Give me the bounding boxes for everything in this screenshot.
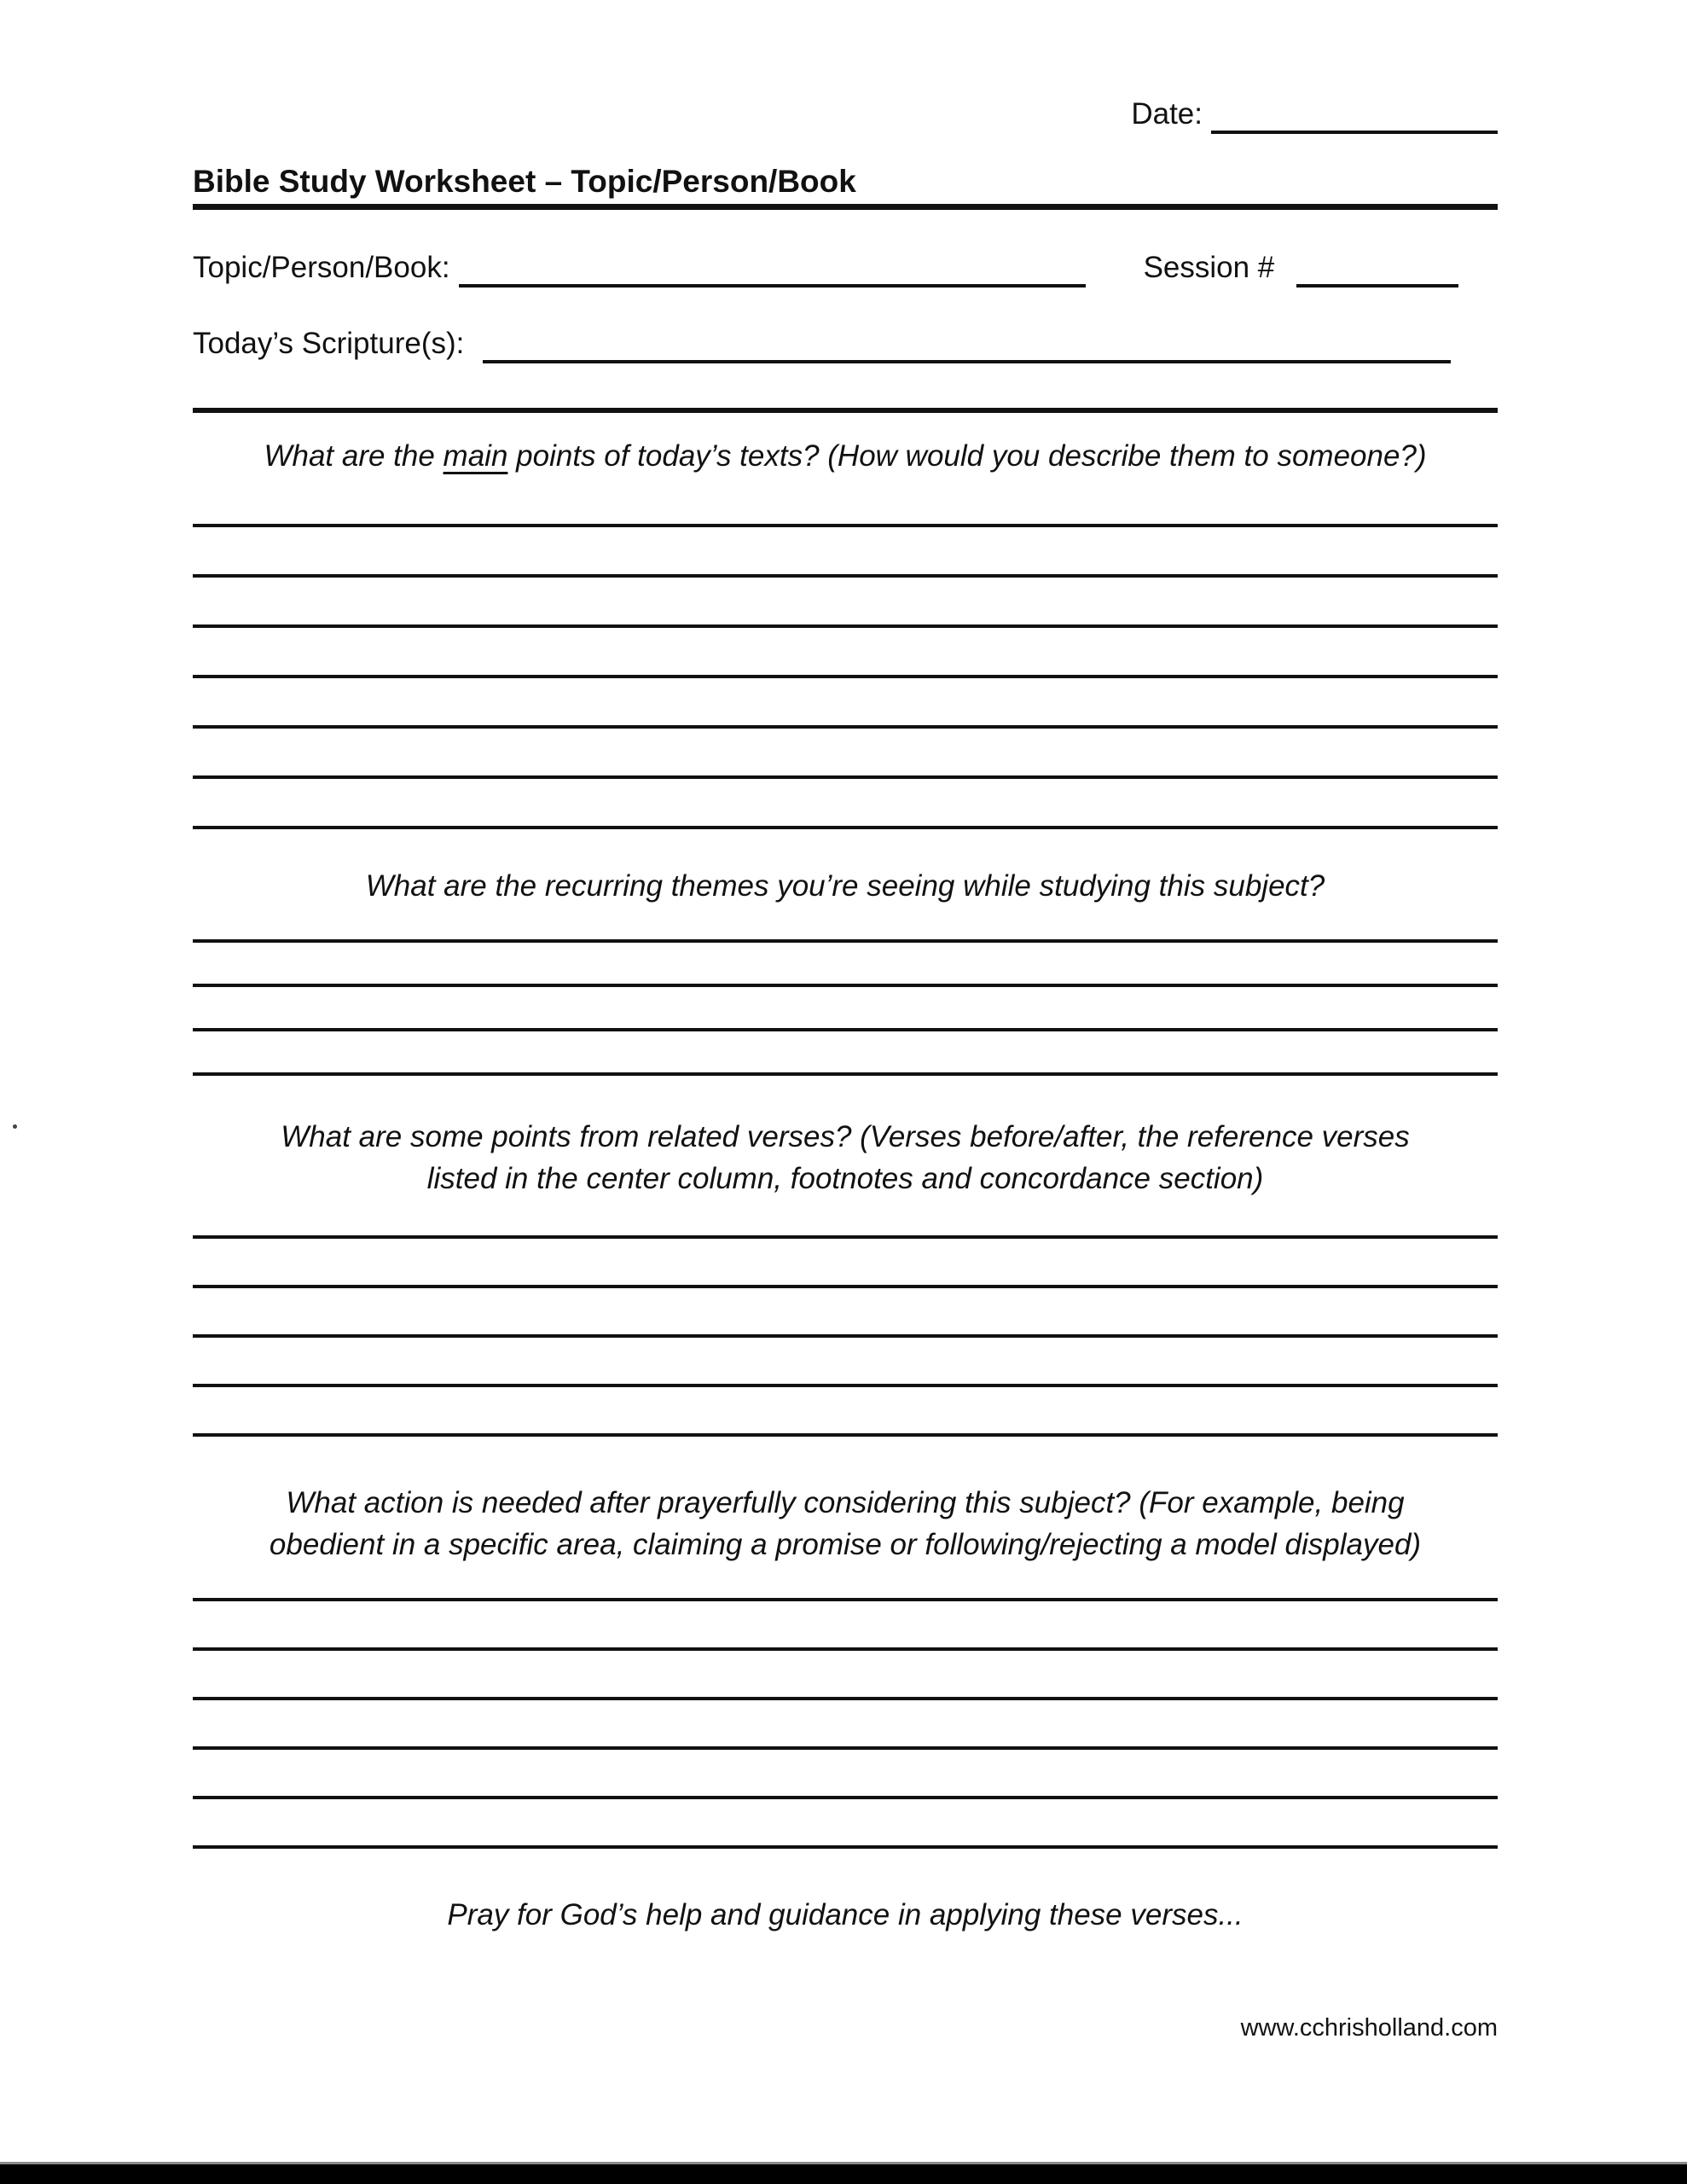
answer-write-in-line bbox=[193, 1387, 1498, 1437]
answer-write-in-line bbox=[193, 1288, 1498, 1338]
question-main-points bbox=[193, 435, 1498, 477]
question-related-verses bbox=[193, 1116, 1498, 1199]
question-line-1: What action is needed after prayerfully considering this subject? (For example, being bbox=[286, 1486, 1405, 1519]
question-emphasized-word: main bbox=[443, 439, 508, 473]
section-divider-rule bbox=[193, 408, 1498, 413]
answer-write-in-line bbox=[193, 578, 1498, 628]
closing-prayer-text: Pray for God’s help and guidance in applying these verses... bbox=[447, 1898, 1244, 1931]
date-write-in-line bbox=[1211, 131, 1498, 134]
question-text-pre: What are the bbox=[264, 439, 443, 473]
date-field bbox=[193, 0, 1498, 134]
question-line-2: obedient in a specific area, claiming a promise or following/rejecting a model displayed) bbox=[269, 1528, 1422, 1561]
topic-label: Topic/Person/Book: bbox=[193, 251, 450, 284]
scripture-row bbox=[193, 325, 1498, 363]
answer-lines-recurring-themes bbox=[193, 898, 1498, 1076]
answer-write-in-line bbox=[193, 943, 1498, 987]
question-text-post: points of today’s texts? (How would you describe them to someone?) bbox=[507, 439, 1427, 473]
answer-write-in-line bbox=[193, 678, 1498, 729]
question-recurring-themes: What are the recurring themes you’re seeing while studying this subject? bbox=[365, 869, 1325, 903]
title-underline-rule bbox=[193, 204, 1498, 210]
scan-artifact-dot bbox=[13, 1124, 17, 1129]
session-label: Session # bbox=[1143, 251, 1275, 284]
answer-write-in-line bbox=[193, 628, 1498, 678]
answer-write-in-line bbox=[193, 1750, 1498, 1799]
question-line-1: What are some points from related verses? (Verses before/after, the reference verses bbox=[281, 1120, 1410, 1153]
answer-write-in-line bbox=[193, 1651, 1498, 1700]
question-line-2: listed in the center column, footnotes and concordance section) bbox=[426, 1162, 1264, 1195]
topic-write-in-line bbox=[459, 284, 1086, 288]
question-action-needed bbox=[193, 1482, 1498, 1565]
scanner-edge-bar bbox=[0, 2162, 1687, 2184]
answer-lines-related-verses bbox=[193, 1189, 1498, 1437]
scripture-label: Today’s Scripture(s): bbox=[193, 327, 465, 360]
answer-write-in-line bbox=[193, 1601, 1498, 1651]
answer-write-in-line bbox=[193, 987, 1498, 1031]
topic-session-row bbox=[193, 249, 1498, 288]
answer-write-in-line bbox=[193, 477, 1498, 527]
answer-write-in-line bbox=[193, 1799, 1498, 1849]
answer-write-in-line bbox=[193, 1031, 1498, 1076]
answer-lines-main-points bbox=[193, 477, 1498, 829]
answer-lines-action-needed bbox=[193, 1552, 1498, 1849]
scripture-write-in-line bbox=[483, 360, 1451, 363]
answer-write-in-line bbox=[193, 1700, 1498, 1750]
answer-write-in-line bbox=[193, 1338, 1498, 1387]
answer-write-in-line bbox=[193, 527, 1498, 578]
date-label: Date: bbox=[1131, 97, 1203, 131]
session-write-in-line bbox=[1296, 284, 1458, 288]
answer-write-in-line bbox=[193, 1239, 1498, 1288]
page-title: Bible Study Worksheet – Topic/Person/Book bbox=[193, 164, 856, 199]
answer-write-in-line bbox=[193, 779, 1498, 829]
answer-write-in-line bbox=[193, 729, 1498, 779]
website-url: www.cchrisholland.com bbox=[1240, 2014, 1498, 2042]
